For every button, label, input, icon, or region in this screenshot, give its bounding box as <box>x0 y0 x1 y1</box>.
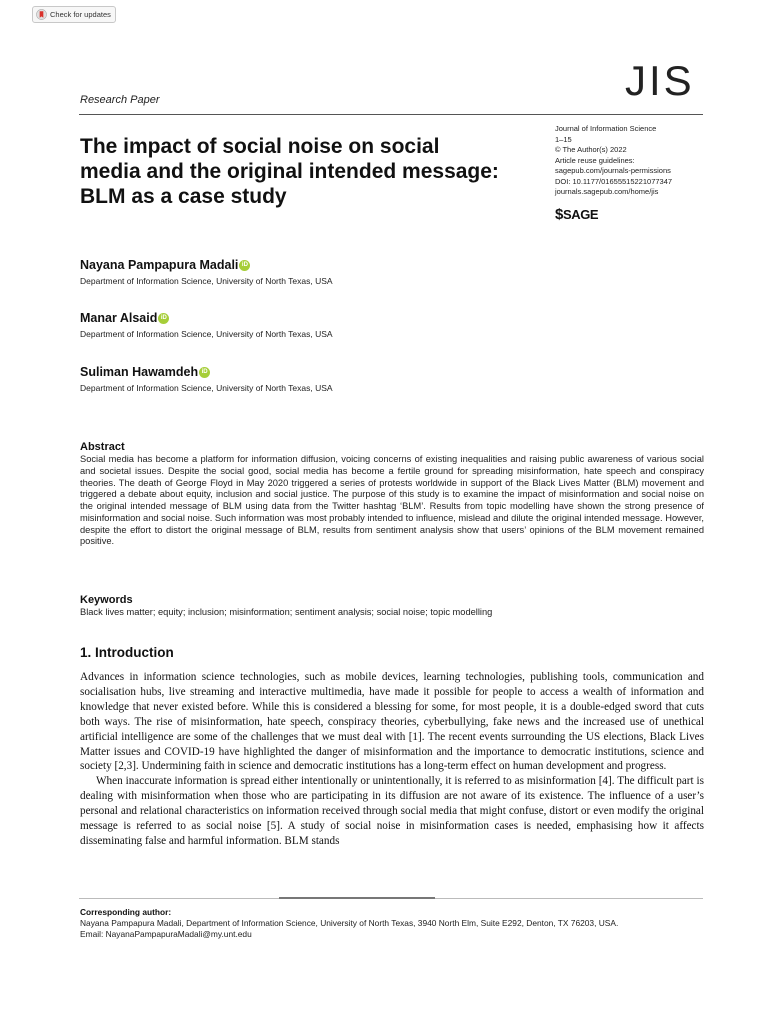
keywords-section <box>80 594 704 617</box>
author-name-row <box>80 311 333 325</box>
reuse-guidelines-label: Article reuse guidelines: <box>555 155 635 165</box>
author-affiliation: Department of Information Science, University of North Texas, USA <box>80 329 333 339</box>
keywords-heading: Keywords <box>80 594 133 606</box>
journal-name: Journal of Information Science <box>555 124 657 133</box>
paper-type-label: Research Paper <box>80 94 160 106</box>
author-name-row <box>80 365 333 379</box>
check-for-updates-button[interactable] <box>32 6 116 23</box>
author-name: Suliman Hawamdeh <box>80 365 199 379</box>
orcid-icon[interactable]: iD <box>158 313 169 324</box>
author-block <box>80 365 333 393</box>
abstract-heading: Abstract <box>80 441 125 453</box>
introduction-heading: 1. Introduction <box>80 645 174 660</box>
footnote-email[interactable]: Email: NayanaPampapuraMadali@my.unt.edu <box>80 929 252 940</box>
publisher-name: SAGE <box>562 207 599 222</box>
copyright: © The Author(s) 2022 <box>555 145 627 154</box>
journal-meta <box>555 124 715 198</box>
orcid-icon[interactable]: iD <box>199 367 210 378</box>
doi-link[interactable]: DOI: 10.1177/01655515221077347 <box>555 176 673 186</box>
body-paragraph: Advances in information science technologies, such as mobile devices, learning technologies, publishing tools, communication and socialisation hubs, live streaming and interactive multimedia, have made it possible for people to access a wealth of information and knowledge that never existed before. While this is considered a blessing for some, for most people, it is a double-edged sword that cuts both ways. The rise of misinformation, hate speech, conspiracy theories, cyberbullying, fake news and the increased use of unethical artificial intelligence are some of the challenges that we must deal with [1]. The recent events surrounding the US elections, Black Lives Matter issues and COVID-19 have highlighted the danger of misinformation and the importance to democratic institutions, science and society [2,3]. Undermining faith in science and democratic institutions has a long-term effect on human development and progress. <box>80 671 704 773</box>
journal-logo: JIS <box>625 57 695 104</box>
author-name-row <box>80 258 333 272</box>
footnote-divider-accent <box>279 897 435 899</box>
paper-title: The impact of social noise on social media and the original intended message: BLM as a case study <box>80 135 499 208</box>
author-block <box>80 258 333 286</box>
journal-homepage-link[interactable]: journals.sagepub.com/home/jis <box>555 187 659 196</box>
header-divider <box>79 114 703 115</box>
introduction-body <box>80 670 704 849</box>
author-affiliation: Department of Information Science, University of North Texas, USA <box>80 276 333 286</box>
footnote-heading: Corresponding author: <box>80 907 172 917</box>
corresponding-author-footnote <box>80 907 710 941</box>
orcid-icon[interactable]: iD <box>239 260 250 271</box>
author-name: Manar Alsaid <box>80 311 158 325</box>
abstract-text: Social media has become a platform for information diffusion, voicing concerns of existing inequalities and raising public awareness of various social and societal issues. Despite the social good, social media has become a fertile ground for spreading misinformation, hate speech and conspiracy theories. The death of George Floyd in May 2020 triggered a series of protests worldwide in support of the Black Lives Matter (BLM) movement and triggered a debate about equity, inclusion and social justice. The purpose of this study is to examine the impact of misinformation and social noise on the original intended message of BLM using data from the Twitter hashtag ‘BLM’. Results from topic modelling have shown the strong presence of misinformation and social noise. Such information was most probably intended to influence, mislead and dilute the original intended message. However, despite the effort to distort the original message of BLM, results from sentiment analysis show that users’ opinions of the BLM movement remained positive. <box>80 454 704 547</box>
body-paragraph: When inaccurate information is spread either intentionally or unintentionally, it is referred to as misinformation [4]. The difficult part is dealing with misinformation when those who are participating in its diffusion are not aware of its existence. The influence of a user’s personal and relational characteristics on information received through social media that might confuse, distort or even modify the original message is referred to as social noise [5]. A study of social noise in misinformation cases is needed, emphasising how it affects disseminating false and harmful information. BLM stands <box>80 775 704 847</box>
check-for-updates-label: Check for updates <box>50 10 111 19</box>
publisher-logo <box>555 206 598 223</box>
page-range: 1–15 <box>555 134 572 144</box>
abstract-section <box>80 441 704 548</box>
sage-s-icon: $ <box>555 206 563 223</box>
author-name: Nayana Pampapura Madali <box>80 258 239 272</box>
bookmark-update-icon <box>36 9 47 20</box>
author-affiliation: Department of Information Science, University of North Texas, USA <box>80 383 333 393</box>
keywords-text: Black lives matter; equity; inclusion; misinformation; sentiment analysis; social noise; topic modelling <box>80 607 493 617</box>
author-block <box>80 311 333 339</box>
permissions-link[interactable]: sagepub.com/journals-permissions <box>555 166 671 175</box>
footnote-address: Nayana Pampapura Madali, Department of Information Science, University of North Texas, 3940 North Elm, Suite E292, Denton, TX 76203, USA. <box>80 918 619 929</box>
